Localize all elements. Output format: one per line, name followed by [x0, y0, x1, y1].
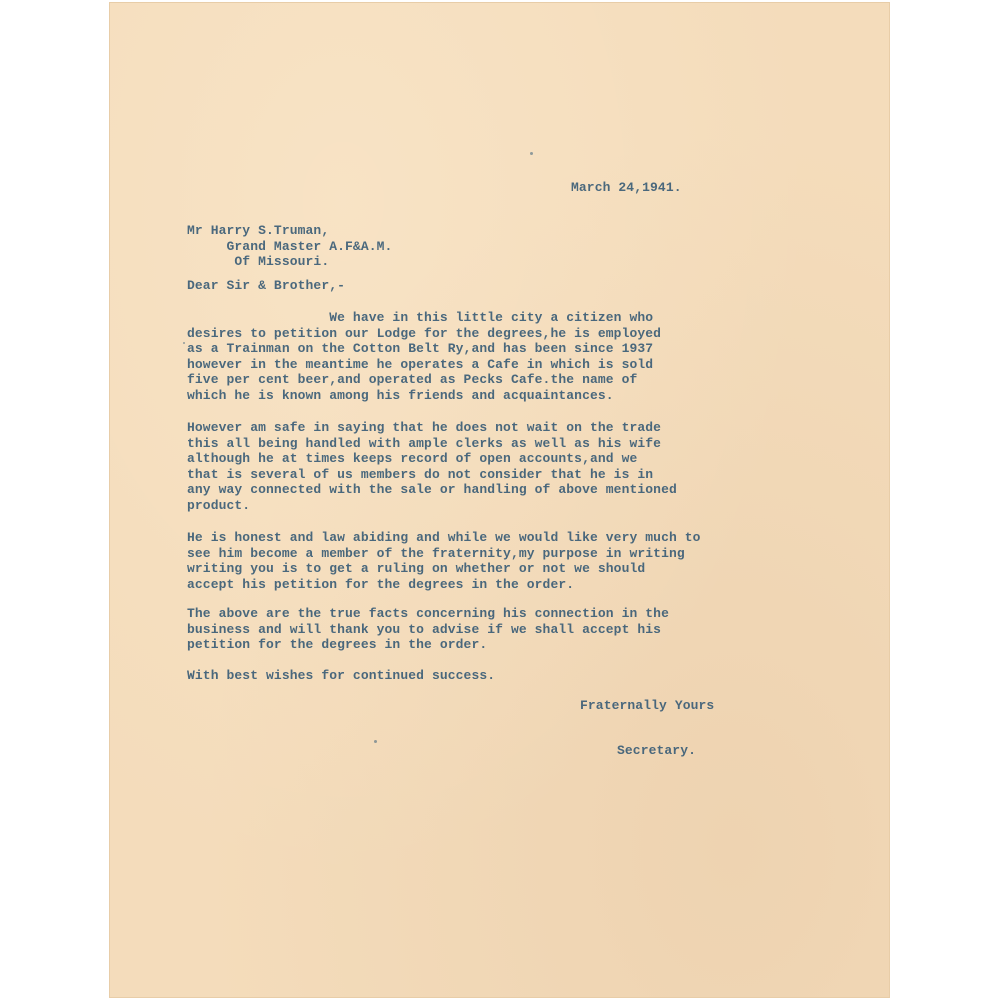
paragraph-line: desires to petition our Lodge for the degrees,he is employed	[187, 325, 662, 341]
body-paragraph-4	[187, 606, 669, 653]
ink-speck	[374, 740, 377, 743]
paragraph-line: petition for the degrees in the order.	[187, 637, 488, 652]
ink-speck	[530, 152, 533, 155]
body-paragraph-2	[187, 420, 677, 513]
ink-speck	[183, 342, 185, 344]
signature-title: Secretary.	[617, 743, 697, 758]
complimentary-close: Fraternally Yours	[580, 698, 715, 713]
paragraph-line: that is several of us members do not consider that he is in	[187, 466, 654, 482]
paragraph-line: this all being handled with ample clerks as well as his wife	[187, 435, 662, 451]
paragraph-line: The above are the true facts concerning his connection in the	[187, 606, 669, 621]
paragraph-line: accept his petition for the degrees in the order.	[187, 576, 575, 592]
paragraph-line: however in the meantime he operates a Cafe in which is sold	[187, 356, 654, 372]
paragraph-line: which he is known among his friends and acquaintances.	[187, 387, 614, 403]
body-paragraph-1	[187, 310, 661, 403]
paragraph-line: five per cent beer,and operated as Pecks Cafe.the name of	[187, 372, 638, 387]
recipient-line: Of Missouri.	[187, 254, 330, 269]
paragraph-line: However am safe in saying that he does not wait on the trade	[187, 420, 662, 435]
paragraph-line: any way connected with the sale or handling of above mentioned	[187, 482, 677, 497]
paragraph-line: writing you is to get a ruling on whether or not we should	[187, 561, 646, 576]
recipient-line: Grand Master A.F&A.M.	[187, 238, 393, 254]
paragraph-line: see him become a member of the fraternity,my purpose in writing	[187, 545, 685, 561]
letter-date: March 24,1941.	[571, 180, 682, 195]
closing-wish: With best wishes for continued success.	[187, 668, 496, 683]
paragraph-line: although he at times keeps record of open accounts,and we	[187, 451, 638, 466]
paragraph-line: We have in this little city a citizen who	[187, 310, 654, 325]
paragraph-line: He is honest and law abiding and while we would like very much to	[187, 530, 701, 545]
recipient-line: Mr Harry S.Truman,	[187, 223, 330, 238]
salutation: Dear Sir & Brother,-	[187, 278, 346, 293]
paragraph-line: as a Trainman on the Cotton Belt Ry,and has been since 1937	[187, 341, 654, 356]
recipient-address	[187, 223, 392, 270]
paragraph-line: business and will thank you to advise if we shall accept his	[187, 621, 662, 637]
body-paragraph-3	[187, 530, 701, 592]
paragraph-line: product.	[187, 497, 251, 513]
